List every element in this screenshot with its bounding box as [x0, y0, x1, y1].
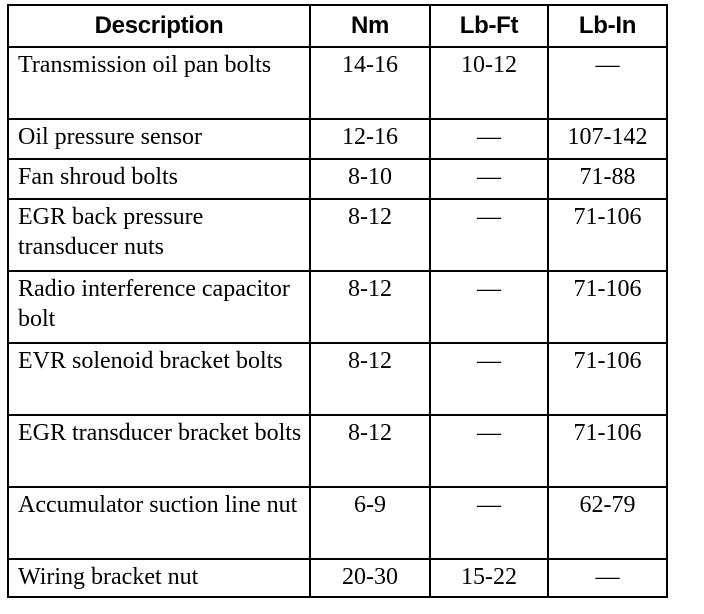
- cell-description: Accumulator suction line nut: [8, 487, 310, 559]
- cell-description: EGR transducer bracket bolts: [8, 415, 310, 487]
- cell-description: Fan shroud bolts: [8, 159, 310, 199]
- cell-description: EGR back pressure transducer nuts: [8, 199, 310, 271]
- cell-description: EVR solenoid bracket bolts: [8, 343, 310, 415]
- torque-spec-table: [7, 4, 668, 598]
- column-header-nm: Nm: [310, 5, 430, 47]
- column-header-description: Description: [8, 5, 310, 47]
- column-header-lb-in: Lb-In: [548, 5, 667, 47]
- cell-nm: 8-12: [310, 343, 430, 415]
- cell-nm: 8-12: [310, 415, 430, 487]
- table-row: [8, 487, 667, 559]
- cell-description: Oil pressure sensor: [8, 119, 310, 159]
- table-row: [8, 199, 667, 271]
- cell-nm: 6-9: [310, 487, 430, 559]
- table-row: [8, 271, 667, 343]
- cell-lb-ft: —: [430, 159, 548, 199]
- cell-description: Transmission oil pan bolts: [8, 47, 310, 119]
- table-row: [8, 119, 667, 159]
- table-row: [8, 343, 667, 415]
- cell-lb-ft: 10-12: [430, 47, 548, 119]
- cell-lb-in: —: [548, 47, 667, 119]
- cell-lb-ft: —: [430, 487, 548, 559]
- cell-lb-in: 71-106: [548, 271, 667, 343]
- table-header-row: [8, 5, 667, 47]
- cell-nm: 20-30: [310, 559, 430, 597]
- cell-lb-in: 71-106: [548, 415, 667, 487]
- cell-lb-ft: —: [430, 415, 548, 487]
- cell-lb-ft: —: [430, 119, 548, 159]
- cell-nm: 14-16: [310, 47, 430, 119]
- cell-lb-ft: —: [430, 271, 548, 343]
- cell-lb-in: 71-106: [548, 343, 667, 415]
- cell-nm: 8-12: [310, 271, 430, 343]
- cell-description: Radio interference capacitor bolt: [8, 271, 310, 343]
- table-row: [8, 159, 667, 199]
- table-row: [8, 559, 667, 597]
- cell-lb-ft: —: [430, 199, 548, 271]
- cell-lb-ft: —: [430, 343, 548, 415]
- cell-lb-in: 107-142: [548, 119, 667, 159]
- table-row: [8, 47, 667, 119]
- cell-nm: 8-10: [310, 159, 430, 199]
- cell-nm: 12-16: [310, 119, 430, 159]
- column-header-lb-ft: Lb-Ft: [430, 5, 548, 47]
- cell-lb-ft: 15-22: [430, 559, 548, 597]
- cell-lb-in: 62-79: [548, 487, 667, 559]
- cell-description: Wiring bracket nut: [8, 559, 310, 597]
- cell-nm: 8-12: [310, 199, 430, 271]
- cell-lb-in: 71-88: [548, 159, 667, 199]
- table-row: [8, 415, 667, 487]
- cell-lb-in: —: [548, 559, 667, 597]
- cell-lb-in: 71-106: [548, 199, 667, 271]
